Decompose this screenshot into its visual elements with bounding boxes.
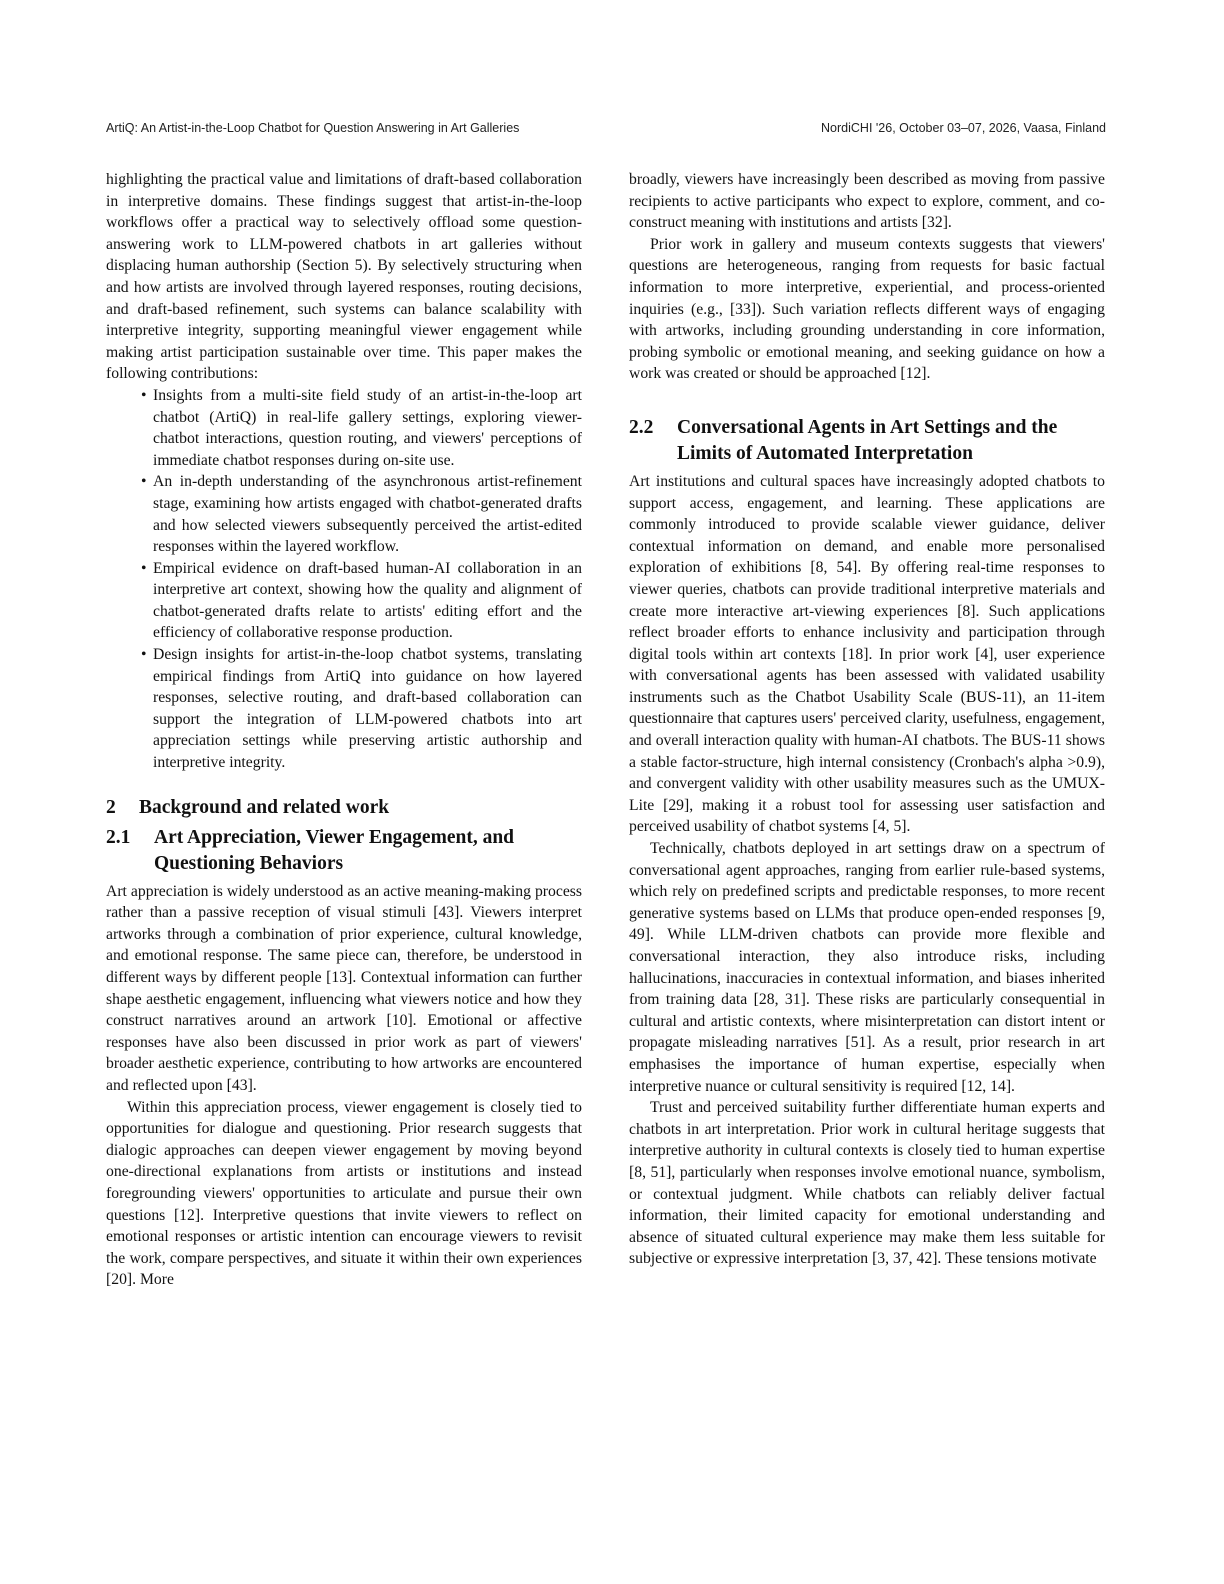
body-paragraph: Technically, chatbots deployed in art settings draw on a spectrum of conversational agent approaches, ranging from earlier rule-based systems, which rely on predefined scripts and predictable responses, to more recent generative systems based on LLMs that produce open-ended responses [9, 49]. While LLM-driven chatbots can provide more flexible and conversational interaction, they also introduce risks, including hallucinations, inaccuracies in contextual information, and biases inherited from training data [28, 31]. These risks are particularly consequential in cultural and artistic contexts, where misinterpretation can distort intent or propagate misleading narratives [51]. As a result, prior research in art emphasises the importance of human expertise, especially when interpretive nuance or cultural sensitivity is required [12, 14]. <box>629 840 1105 1095</box>
running-header <box>106 121 1106 139</box>
section-title: Background and related work <box>139 796 390 818</box>
list-item: • An in-depth understanding of the asynchronous artist-refinement stage, examining how artists engaged with chatbot-generated drafts and how selected viewers subsequently perceived the artist-edited responses within the layered workflow. <box>153 471 582 557</box>
body-paragraph: Trust and perceived suitability further differentiate human experts and chatbots in art interpretation. Prior work in cultural heritage suggests that interpretive authority in cultural contexts is closely tied to human expertise [8, 51], particularly when responses involve emotional nuance, symbolism, or contextual judgment. While chatbots can reliably deliver factual information, their limited capacity for emotional understanding and absence of situated cultural experience may make them less suitable for subjective or expressive interpretation [3, 37, 42]. These tensions motivate <box>629 1099 1105 1268</box>
section-number: 2 <box>106 796 116 818</box>
body-paragraph: Art institutions and cultural spaces have increasingly adopted chatbots to support access, engagement, and learning. These applications are commonly introduced to provide scalable viewer guidance, deliver contextual information on demand, and enable more personalised exploration of exhibitions [8, 54]. By offering real-time responses to viewer queries, chatbots can provide traditional interpretive materials and create more interactive art-viewing experiences [8]. Such applications reflect broader efforts to enhance inclusivity and participation through digital tools within art contexts [18]. In prior work [4], user experience with conversational agents has been assessed with validated usability instruments such as the Chatbot Usability Scale (BUS-11), an 11-item questionnaire that captures users' perceived clarity, usefulness, engagement, and overall interaction quality with human-AI chatbots. The BUS-11 shows a stable factor-structure, high internal consistency (Cronbach's alpha >0.9), and convergent validity with other usability measures such as the UMUX-Lite [29], making it a robust tool for assessing user satisfaction and perceived usability of chatbot systems [4, 5]. <box>629 472 1105 836</box>
right-column <box>629 169 1105 1270</box>
body-paragraph: broadly, viewers have increasingly been described as moving from passive recipients to active participants who expect to explore, comment, and co-construct meaning with institutions and artists [32]. <box>629 171 1105 232</box>
body-paragraph: Prior work in gallery and museum contexts suggests that viewers' questions are heterogeneous, ranging from requests for basic factual information to more interpretive, experiential, and process-oriented inquiries (e.g., [33]). Such variation reflects different ways of engaging with artworks, including grounding understanding in core information, probing symbolic or emotional meaning, and seeking guidance on how a work was created or should be approached [12]. <box>629 235 1105 383</box>
intro-paragraph: highlighting the practical value and limitations of draft-based collaboration in interpretive domains. These findings suggest that artist-in-the-loop workflows offer a practical way to selectively offload some question-answering work to LLM-powered chatbots in art galleries without displacing human authorship (Section 5). By selectively structuring when and how artists are involved through layered responses, routing decisions, and draft-based refinement, such systems can balance scalability with interpretive integrity, supporting meaningful viewer engagement while making artist participation sustainable over time. This paper makes the following contributions: <box>106 171 582 383</box>
body-paragraph: Within this appreciation process, viewer engagement is closely tied to opportunities for dialogue and questioning. Prior research suggests that dialogic approaches can deepen viewer engagement by moving beyond one-directional explanations from artists or institutions and instead foregrounding viewers' opportunities to articulate and pursue their own questions [12]. Interpretive questions that invite viewers to reflect on emotional responses or artistic intention can encourage viewers to revisit the work, compare perspectives, and situate it within their own experiences [20]. More <box>106 1098 582 1289</box>
subsection-number: 2.2 <box>629 416 654 438</box>
header-title: ArtiQ: An Artist-in-the-Loop Chatbot for Question Answering in Art Galleries <box>106 121 520 135</box>
subsection-number: 2.1 <box>106 826 131 848</box>
section-heading <box>106 795 582 821</box>
contributions-list <box>106 385 582 774</box>
subsection-heading <box>629 415 1105 467</box>
list-item: • Design insights for artist-in-the-loop chatbot systems, translating empirical findings from ArtiQ into guidance on how layered responses, selective routing, and draft-based collaboration can support the integration of LLM-powered chatbots into art appreciation settings while preserving artistic authorship and interpretive integrity. <box>153 644 582 774</box>
subsection-heading <box>106 825 582 877</box>
list-item: • Empirical evidence on draft-based human-AI collaboration in an interpretive art context, showing how the quality and alignment of chatbot-generated drafts relate to artists' editing effort and the efficiency of collaborative response production. <box>153 558 582 644</box>
body-paragraph: Art appreciation is widely understood as an active meaning-making process rather than a passive reception of visual stimuli [43]. Viewers interpret artworks through a combination of prior experience, cultural knowledge, and emotional response. The same piece can, therefore, be understood in different ways by different people [13]. Contextual information can further shape aesthetic engagement, influencing what viewers notice and how they construct narratives around an artwork [10]. Emotional or affective responses have also been discussed in prior work as part of viewers' broader aesthetic experience, contributing to how artworks are encountered and reflected upon [43]. <box>106 882 582 1094</box>
left-column <box>106 169 582 1291</box>
header-venue: NordiCHI '26, October 03–07, 2026, Vaasa, Finland <box>821 121 1106 135</box>
subsection-title: Conversational Agents in Art Settings and the Limits of Automated Interpretation <box>677 416 1058 464</box>
list-item: • Insights from a multi-site field study of an artist-in-the-loop art chatbot (ArtiQ) in real-life gallery settings, exploring viewer-chatbot interactions, question routing, and viewers' perceptions of immediate chatbot responses during on-site use. <box>153 385 582 471</box>
subsection-title: Art Appreciation, Viewer Engagement, and Questioning Behaviors <box>154 826 515 874</box>
